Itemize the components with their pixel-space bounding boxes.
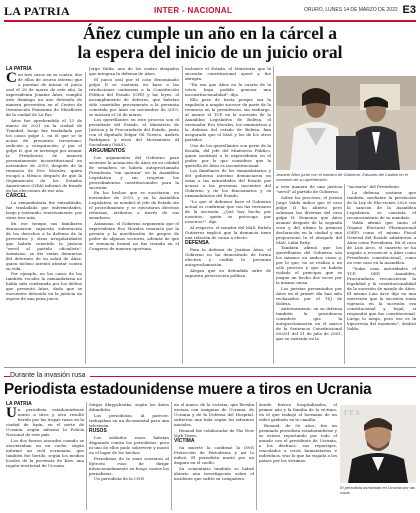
paragraph: Los familiares de los exmandatarios y del gobierno interino denunciaron en estas a las autoridades del Estado por acusar a las personas inocentes del Gobierno y de los funcionarios y ex exmandatarios del Estado. <box>185 168 271 199</box>
story1-headline-line2: la espera del inicio de un juicio oral <box>77 42 343 62</box>
story2-byline: LA PATRIA <box>6 401 32 407</box>
issue-date: ORURO, LUNES 14 DE MARZO DE 2022 <box>304 7 398 13</box>
subheading: CÁRCEL <box>6 193 27 200</box>
paragraph: Ello pese de hasta porque sea la expulsión a ningún sucesor de parte de la renuncia en la presidencia, sin embargo, al menos el TCP en la sucesión de la Asamblea Legislativa de Bolivia, el exsenador Evo Morales, los exministros a la defensa del estado de Bolivia, han asegurado que el MAS y los de los otros partidos. <box>185 97 271 143</box>
paragraph: a esta manera de una justicia "servil" al partido de Gobierno. <box>276 184 342 194</box>
paragraph: En los hechos que se suscitaron, en noviembre de 2019, y en la Asamblea Legislativa, se nombró al jefe de Estado sin el procedimiento y se ejecutaron diversas reformas, atributos a través de sus senadores. <box>89 190 179 221</box>
story2-photo <box>340 405 416 483</box>
subheading: VÍCTIMA <box>174 438 195 445</box>
masthead-rule <box>4 20 416 22</box>
story1-column-5 <box>347 184 416 364</box>
column-divider <box>344 184 345 364</box>
paragraph: Uno de los querellantes son parte de la fiscalía, del jefe del Ministerio Público, quien sustituyó a la expresidenta en el poder, por lo que considera que la querella de Áñez es inconstitucional. <box>185 142 271 168</box>
subheading: ARGUMENTOS <box>89 147 126 154</box>
paragraph: inclusive el Estado, el Ministerio que la sucesión constitucional operó y fue abrupta. <box>185 66 271 81</box>
story1-column-3 <box>185 66 271 364</box>
column-divider <box>86 402 87 510</box>
paragraph: n periodista estadounidense murió a tiros y otro resultó herido por las tropas rusas en la ciudad de Irpín, en el norte de Ucrania, según informó la Policía Nacional de este país. <box>6 407 84 437</box>
paragraph: donde fueron hospitalizados, el primer año y la familia de la víctima, en el que trabajó el hermano de un vídeo grabado en la camilla. <box>259 402 337 422</box>
paragraph: Un periodista de la CNN <box>94 476 145 482</box>
story2-kicker: Durante la invasión rusa <box>10 370 90 382</box>
newspaper-logo: LA PATRIA <box>4 4 70 18</box>
paragraph: "En esa que Áñez en la cuarta de la crisis, haya podido generar una inconstitucionalidad", dijo. <box>185 81 271 97</box>
section-label: INTER - NACIONAL <box>154 6 233 15</box>
story2-column-4 <box>259 402 337 511</box>
photo-illustration-icon <box>276 76 416 170</box>
story1-column-4 <box>276 184 342 364</box>
subheading: DEFENSA <box>185 240 209 247</box>
column-divider <box>182 66 183 364</box>
story1-photo <box>276 76 416 170</box>
story2-column-2 <box>89 402 169 511</box>
paragraph: Los juristas presentados por Áñez en el primer día han sido rechazados por el TSJ de Bolivia. <box>276 285 342 306</box>
paragraph: Sobre los procesos, el jurista Jorge Valda indicó que el caso golpe II ha abierto pero sobrasar las diversas del caso golpe II: Demonio que Áñez asumió después de la segunda cosa y del ultimo la primera declaración en la ciudad y una proporcionó la el abogado del MAS, Lidia Patty. <box>276 194 342 245</box>
paragraph: Anteriormente, en su defensa también la presidencia consideró que la autoproclamación en el marco de la Sentencia Constitucional 003/01 del 31 de julio de 2001, que se sustenta en la <box>276 306 342 342</box>
paragraph: La defensa sostiene que también, mediante la prestación de la Ley de Elecciones 2020 con la sanción de la Asamblea Legislativa, se constata el reconocimiento de su mandato. <box>347 189 416 220</box>
paragraph: Áñez fue aprehendida el 13 de marzo de 2021 en la ciudad de Trinidad, luego fue trasladada por los casos golpe I, en el que se le acusa de presuntos terrorismo, sedición y conspiración; y por el golpe II, que se investigó por asumir la Presidencia de manera presuntamente inconstitucional en noviembre de 2019, después de la renuncia de Evo Morales, quien escapó a México después de que la Organización de los Estados Americanos (OEA) informó de fraude en las elecciones de ese año. <box>6 117 82 193</box>
paragraph: Los argumentos del Gobierno para sostener la acusación de Áñez en su calidad de senadora se habría autoproclamado Presidenta "sin quórum" en la Asamblea Legislativa y sin respetar los procedimientos constitucionales para la sucesión. <box>89 154 179 190</box>
paragraph: También afirmó que los querellantes del Gobierno son los mismos en ambos casos y, por lo que, no se realiza a un sólo proceso y que se habría violado el principio que se juzgue un hecho dos veces por la misma causa. <box>276 245 342 286</box>
story2-column-1 <box>6 407 84 511</box>
story2-column-3 <box>174 402 254 511</box>
paragraph: Sergio Skrypchenko, según los datos difundidos. <box>89 402 169 412</box>
paragraph: Renaud, de 50 años, fue un premiado periodista estadounidense y se estuvo reportando por todo el mundo con el presidente de Ucrania, a los destinos, sus reportajes, vinculados a crisis humanitarias e individuos, tras lo que ha viajado a los países por las víctimas. <box>259 422 337 463</box>
column-divider <box>85 72 86 364</box>
paragraph: Su comentario también se habrá abierto una investigación sobre el incidente que sufrió su compañero. <box>174 465 254 481</box>
paragraph: "Lo que el defensor hace el Gobierno actual es confirmar que con las versiones de la sucesión. ¿Qué hay hecho por nosotros, quién se preocupa por nosotros?", dijo. <box>185 198 271 224</box>
paragraph: Renaud fue colaborador de The New York Times. <box>174 427 254 438</box>
paragraph: Asimismo, el Gobierno argumenta que el expresidente Evo Morales renunció por la presión y la movilización de grupos de poder de algunos sectores, además de que su renuncia formal no fue tratada en el Congreso de manera oportuna. <box>89 220 179 251</box>
journalist-portrait-icon <box>340 405 416 483</box>
story-separator <box>4 367 416 368</box>
paragraph: Valda afirmó que tanto el Órgano Electoral Plurinacional (OEP) como el mismo Fiscal General del Estado admitieron a Áñez como Presidenta. En el caso de Luis Arce, el cuarteto se ha negado a reconocer a Áñez como Presidenta constitucional, como en este caso en la Asamblea. <box>347 220 416 266</box>
story2-headline: Periodista estadounidense muere a tiros en Ucrania <box>4 381 372 398</box>
story1-column-2 <box>89 66 179 364</box>
paragraph: Los querellantes en este proceso son el presidente del Estado, el Ministerio de Justicia y la Procuraduría del Estado, junto con el diputado Edgar Gil Torrico, Andrés Rodríguez y otros del Movimiento Al Socialismo (MAS). <box>89 117 179 148</box>
paragraph: Los periodistas, al parecer, trabajaban en un documental para una televisión. <box>89 412 169 428</box>
paragraph: Por ejemplo, en los casos de los también vocales la exmandataria no había sido condenada por los delitos que presentó Áñez, dado que se encuentra detenida en la justicia en espera de una pena juicio. <box>6 271 82 302</box>
paragraph: En ese tiempo sus familiares denunciaron supuesta vulneración de los derechos a la defensa de la preventiva y otras irregularidades que habría cometido la justicia "servil al partido oficialista". Asimismo, se dio varias denuncias del deterioro de su salud de Áñez, quien incluso intentó atentar contra su vida. <box>6 220 82 271</box>
paragraph: Jorge Valda, uno de los cuatro abogados que integran la defensa de Áñez. <box>89 66 179 76</box>
story1-headline-line1: Áñez cumple un año en la cárcel a <box>83 23 337 43</box>
paragraph: El juicio oral por el caso denominado golpe II se sustenta en base a las resoluciones contrarias a la Constitución Política del Estado (CPE) y las leyes, al incumplimiento de deberes, que habrían sido cometidos previamente a la presunta cometida por Áñez en noviembre de 2019, se iniciará el 28 de marzo. <box>89 76 179 117</box>
masthead <box>4 4 416 20</box>
subheading: RUSOS <box>89 428 107 435</box>
paragraph: Los dos fueron atacados cuando se encontraban en un coche, según informó un civil ucraniano, que también fue herido, según los medios locales de la provincia de Kiev, una región territorial de Ucrania. <box>6 437 84 468</box>
story2-dropcap: U <box>6 407 17 421</box>
column-divider <box>256 402 257 510</box>
column-divider <box>273 66 274 364</box>
paragraph: Su muerte la confirmó la ONG Protección de Periodistas y así lo indicó. El periodista murió por un disparo en el cuello. <box>174 445 254 466</box>
paragraph: Los soldados rusos habrían disparado contra los periodistas, pero ni uno de ellos pudo sobrevivir y murió en el lugar de los hechos. <box>89 435 169 456</box>
paragraph: Alegan que su defendida sufre de supuesta persecución política. <box>185 267 271 278</box>
paragraph: La exmandataria fue extraditada, fue trasladada por enfermedades, largo y sostenido, reactivamente, por otras tres más. <box>6 200 82 221</box>
story1-dropcap: C <box>6 72 17 86</box>
paragraph: "sucesión" del Presidente. <box>347 184 401 189</box>
story1-byline: LA PATRIA <box>6 66 32 72</box>
page-number: E3 <box>402 4 416 16</box>
paragraph: Periodistas de la zona acusaron al Ejército ruso de dirigir intencionadamente su fuego contra los periodistas. <box>89 455 169 476</box>
svg-text:P E A: P E A <box>344 409 361 417</box>
paragraph: on tres casos en su contra, dos de ellos de ocurso interno que a puertas de iniciar el juicio oral el 28 de marzo de este año, la expresidenta Jeanine Áñez, cumplió este domingo un año detenida de manera preventiva en el Centro de Orientación Femenina de Miraflores de la ciudad de La Paz. <box>6 72 82 117</box>
column-divider <box>171 402 172 510</box>
story2-photo-caption: El periodista asesinado en Ucrania por las rusas. <box>340 485 415 495</box>
story1-column-1 <box>6 72 82 364</box>
paragraph: "Todas esas autoridades el TCP, OEP, Asamblea, Procuraduría reconocieron la legalidad y la constitucionalidad de la sucesión de mando de Áñez. El mismo Luis Arce dijo en una entrevista que la sucesión tenía vigencia en la sucesión era constitucional y legal, si respondió que fue constitucional. Luego lo niega, pero eso es la hipocresía del momento", deslizó Valda. <box>347 265 416 331</box>
story1-photo-caption: Jeanine Áñez junto con el ministro de Gobierno, Eduardo del Castillo en el momento de su aprehensión. <box>276 172 408 182</box>
paragraph: Al respecto, el senador del MAS, Rubén Gutiérrez explicó que la denuncia tiene una relación de causa a efecto. <box>185 224 271 240</box>
paragraph: en el marco de la victoria, que llevaba excisas con insignias de Ucrania, de Ucrania y de la Defensa del Hospital, sufrieron una bala según los informes iniciales. <box>174 402 254 427</box>
story1-headline <box>4 24 416 62</box>
paragraph: Para la defensa de Jeanine Áñez, el Gobierno no ha demostrado de forma efectiva y creíble la presunta autoproclamación. <box>185 247 271 268</box>
